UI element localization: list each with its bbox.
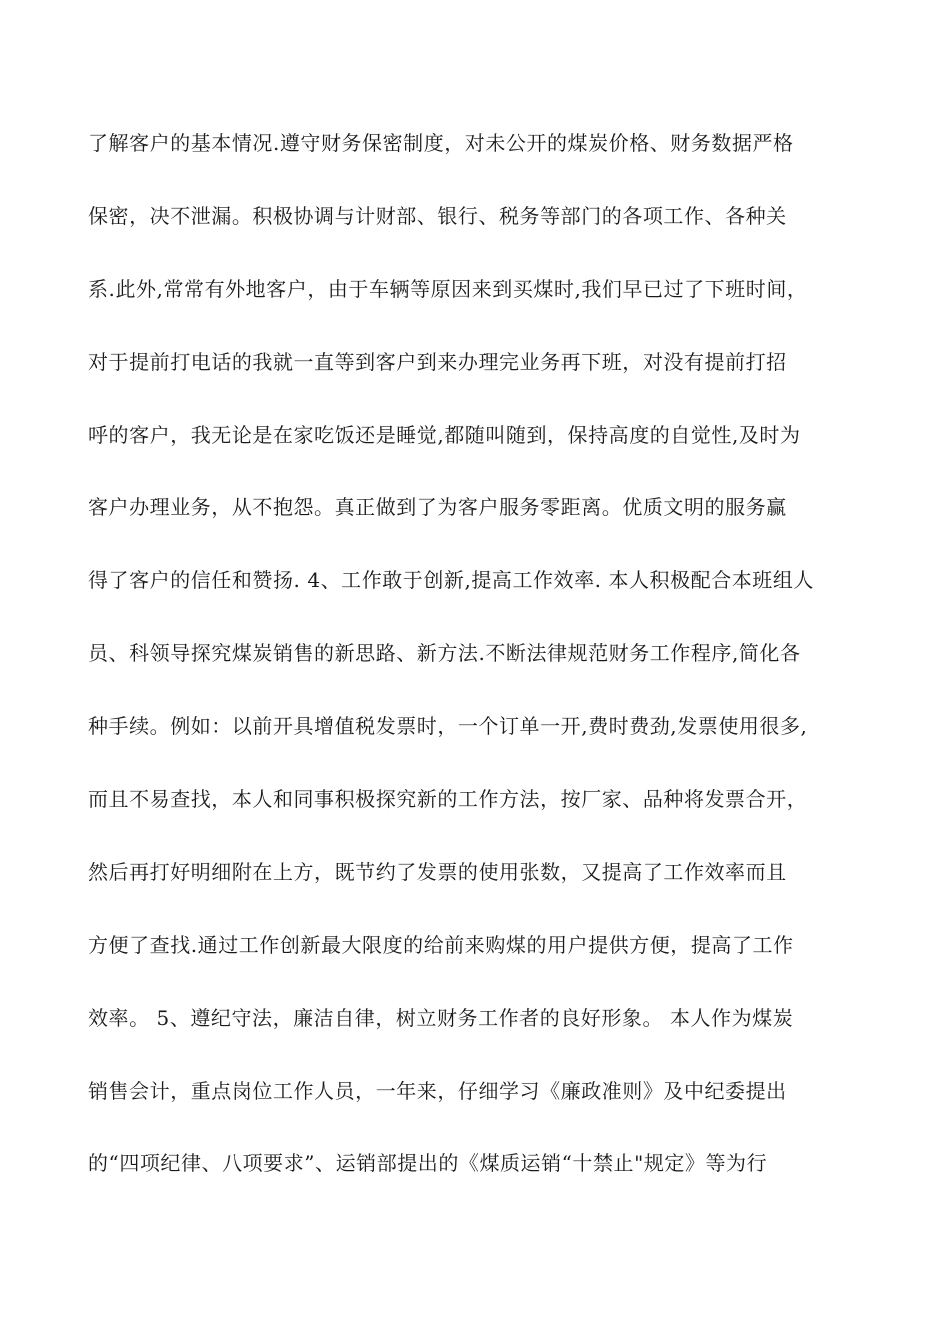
text-line-2: 保密，决不泄漏。积极协调与计财部、银行、税务等部门的各项工作、各种关 — [88, 203, 787, 228]
text-line-10: 而且不易查找，本人和同事积极探究新的工作方法，按厂家、品种将发票合开， — [88, 787, 808, 812]
text-line-14: 销售会计，重点岗位工作人员，一年来，仔细学习《廉政准则》及中纪委提出 — [88, 1078, 787, 1103]
text-line-13: 效率。 5、遵纪守法，廉洁自律，树立财务工作者的良好形象。 本人作为煤炭 — [88, 1005, 794, 1030]
text-line-1: 了解客户的基本情况.遵守财务保密制度，对未公开的煤炭价格、财务数据严格 — [88, 131, 794, 155]
text-line-8: 员、科领导探究煤炭销售的新思路、新方法.不断法律规范财务工作程序,简化各 — [88, 641, 801, 666]
text-line-9: 种手续。例如：以前开具增值税发票时，一个订单一开,费时费劲,发票使用很多, — [88, 714, 808, 739]
text-line-15: 的“四项纪律、八项要求”、运销部提出的《煤质运销“十禁止"规定》等为行 — [88, 1151, 768, 1176]
text-line-3: 系.此外,常常有外地客户，由于车辆等原因来到买煤时,我们早已过了下班时间， — [88, 276, 808, 301]
text-line-6: 客户办理业务，从不抱怨。真正做到了为客户服务零距离。优质文明的服务赢 — [88, 495, 787, 520]
text-line-7: 得了客户的信任和赞扬. 4、工作敢于创新,提高工作效率. 本人积极配合本班组人 — [88, 568, 814, 593]
document-body — [88, 130, 868, 1223]
text-line-4: 对于提前打电话的我就一直等到客户到来办理完业务再下班，对没有提前打招 — [88, 349, 787, 374]
text-line-5: 呼的客户，我无论是在家吃饭还是睡觉,都随叫随到，保持高度的自觉性,及时为 — [88, 422, 801, 447]
text-line-11: 然后再打好明细附在上方，既节约了发票的使用张数，又提高了工作效率而且 — [88, 859, 787, 884]
text-line-12: 方便了查找.通过工作创新最大限度的给前来购煤的用户提供方便，提高了工作 — [88, 932, 794, 957]
